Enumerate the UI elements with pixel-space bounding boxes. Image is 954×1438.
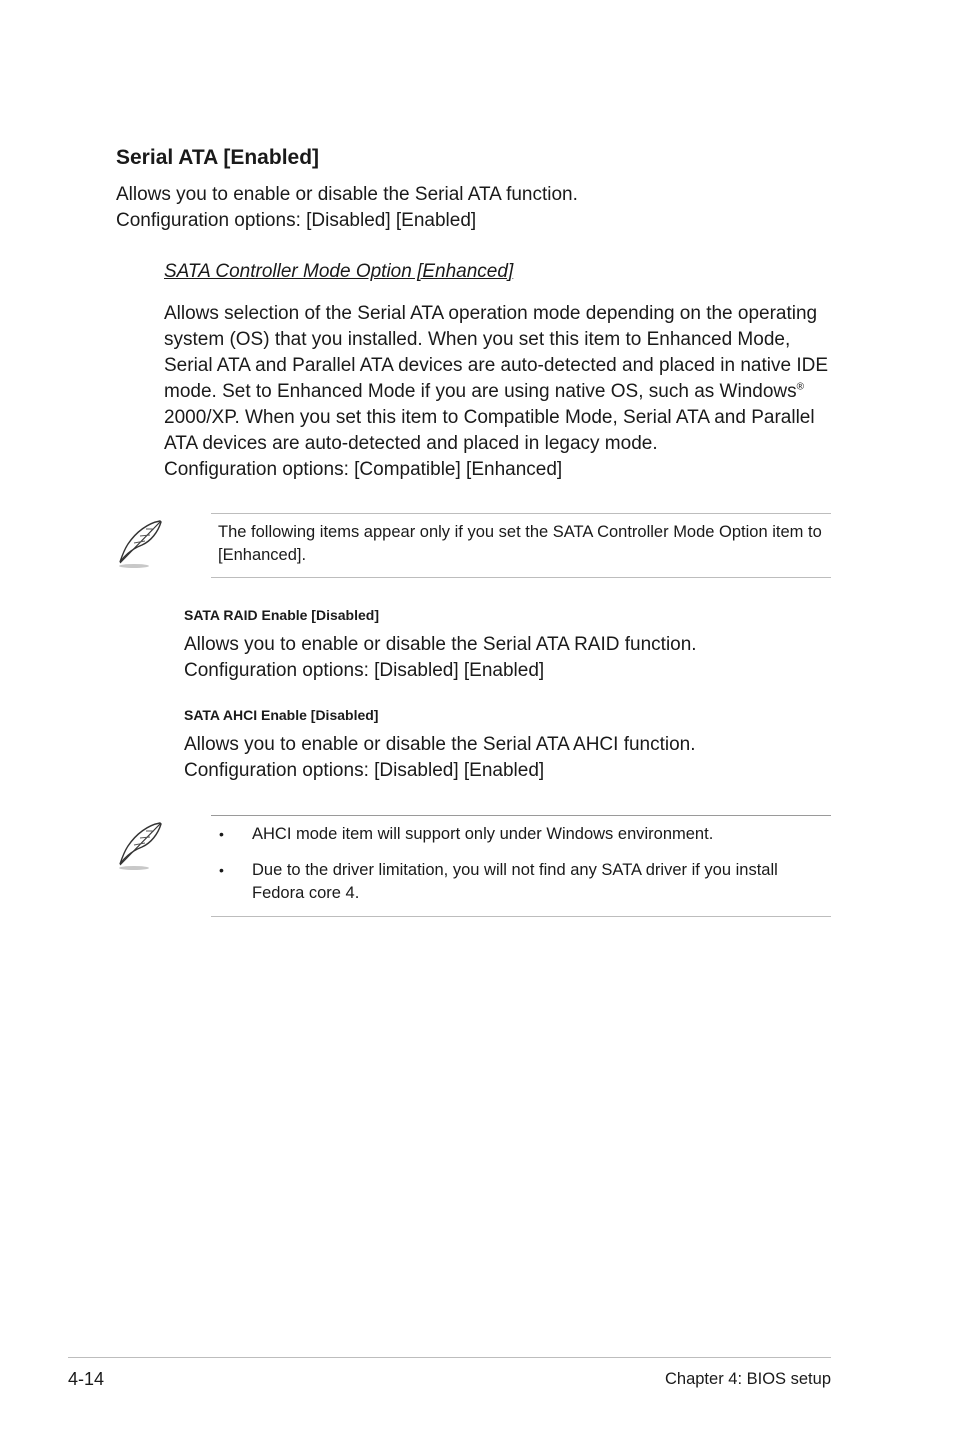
controller-mode-text-a: Allows selection of the Serial ATA operation mode depending on the operating system (OS) that you installed. When you set this item to Enhanced Mode, Serial ATA and Parallel ATA devices are auto-detected and placed in native IDE mode. Set to Enhanced Mode if you are using native OS, such as Windows: [164, 303, 828, 402]
note-bullet-list: [211, 823, 831, 918]
controller-mode-description: [164, 301, 844, 483]
list-item-text: AHCI mode item will support only under Windows environment.: [252, 825, 714, 843]
ahci-line: Allows you to enable or disable the Serial ATA AHCI function.: [184, 734, 696, 755]
chapter-label: Chapter 4: BIOS setup: [664, 1370, 831, 1388]
list-item: [211, 823, 812, 846]
ahci-title: SATA AHCI Enable [Disabled]: [184, 707, 379, 723]
note-box: [211, 513, 831, 578]
feather-pen-icon: [114, 820, 168, 872]
registered-mark: ®: [796, 381, 804, 393]
section-description: [116, 182, 836, 234]
raid-description: [184, 632, 824, 684]
page-number: 4-14: [68, 1369, 105, 1389]
ahci-description: [184, 732, 824, 784]
bullet-icon: •: [219, 862, 224, 878]
controller-mode-config: Configuration options: [Compatible] [Enhanced]: [164, 459, 563, 480]
raid-line: Allows you to enable or disable the Serial ATA RAID function.: [184, 634, 697, 655]
footer-divider: [68, 1357, 831, 1358]
config-options-line: Configuration options: [Disabled] [Enabled]: [116, 210, 477, 231]
raid-title: SATA RAID Enable [Disabled]: [184, 607, 379, 623]
description-line: Allows you to enable or disable the Serial ATA function.: [116, 184, 578, 205]
note-text: The following items appear only if you set the SATA Controller Mode Option item to [Enhanced].: [218, 523, 822, 564]
controller-mode-text-b: 2000/XP. When you set this item to Compatible Mode, Serial ATA and Parallel ATA devices are auto-detected and placed in legacy mode.: [164, 407, 815, 454]
bullet-icon: •: [219, 826, 224, 842]
list-item: [211, 859, 812, 905]
raid-config-line: Configuration options: [Disabled] [Enabled]: [184, 660, 545, 681]
feather-pen-icon: [114, 518, 168, 570]
ahci-config-line: Configuration options: [Disabled] [Enabled]: [184, 760, 545, 781]
list-item-text: Due to the driver limitation, you will not find any SATA driver if you install Fedora core 4.: [252, 861, 778, 902]
section-title: Serial ATA [Enabled]: [116, 146, 320, 169]
controller-mode-title: SATA Controller Mode Option [Enhanced]: [164, 261, 514, 282]
note-box-bullets: [211, 815, 831, 917]
